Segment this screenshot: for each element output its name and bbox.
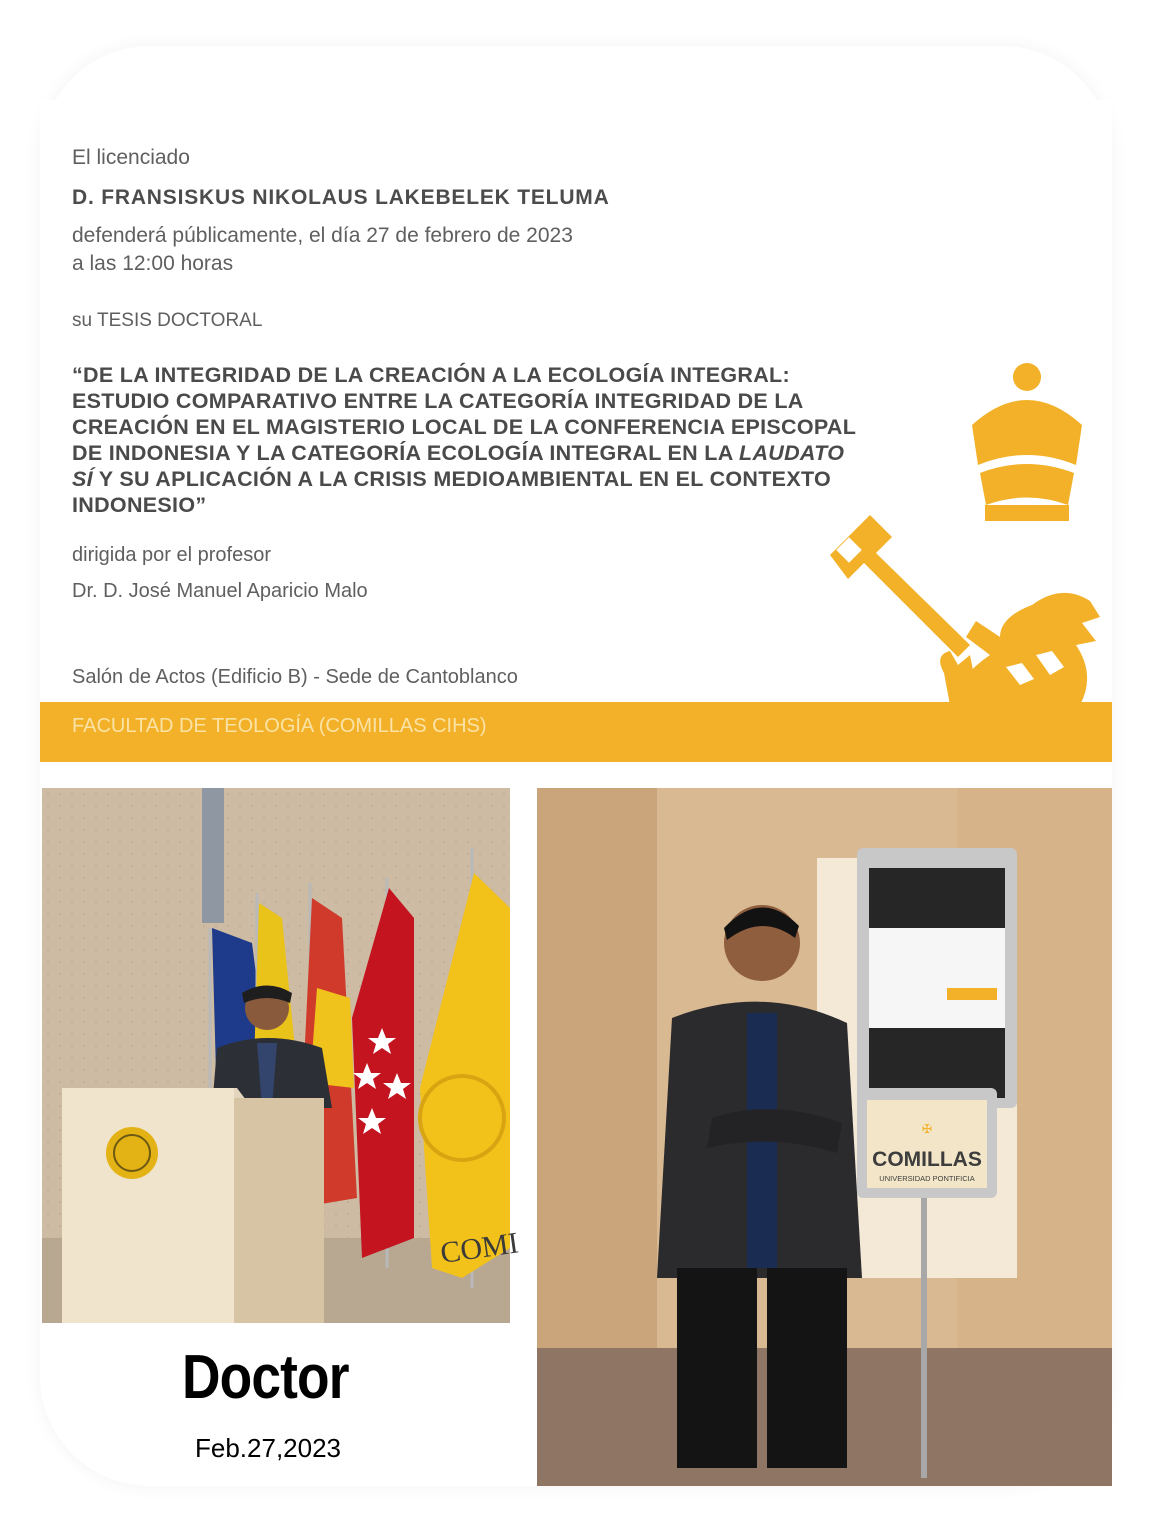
comillas-key-lion-emblem	[800, 355, 1112, 705]
sign-subtitle: UNIVERSIDAD PONTIFICIA	[879, 1174, 975, 1183]
defense-time: a las 12:00 horas	[72, 252, 234, 275]
sign-brand: COMILLAS	[872, 1148, 982, 1171]
directed-by-label: dirigida por el profesor	[72, 544, 271, 566]
thesis-title-italic: LAUDATO SÍ	[72, 441, 845, 491]
thesis-title-part2: Y SU APLICACIÓN A LA CRISIS MEDIOAMBIENTAL EN EL CONTEXTO INDONESIO”	[72, 467, 832, 517]
faculty-band	[40, 702, 1112, 762]
defense-date: defenderá públicamente, el día 27 de febrero de 2023	[72, 224, 573, 247]
flag-lettering: COMI	[438, 1226, 521, 1270]
caption-title: Doctor	[182, 1343, 349, 1412]
thesis-announcement	[40, 100, 1112, 762]
intro-text: El licenciado	[72, 146, 190, 169]
thesis-title-part1: “DE LA INTEGRIDAD DE LA CREACIÓN A LA ECOLOGÍA INTEGRAL: ESTUDIO COMPARATIVO ENTRE LA CATEGORÍA INTEGRIDAD DE LA CREACIÓN EN EL MAGISTERIO LOCAL DE LA CONFERENCIA EPISCOPAL DE INDONESIA Y LA CATEGORÍA ECOLOGÍA INTEGRAL EN LA	[72, 363, 856, 465]
thesis-label: su TESIS DOCTORAL	[72, 310, 263, 331]
caption-date: Feb.27,2023	[195, 1433, 342, 1463]
candidate-name: D. FRANSISKUS NIKOLAUS LAKEBELEK TELUMA	[72, 186, 610, 209]
venue-text: Salón de Actos (Edificio B) - Sede de Cantoblanco	[72, 666, 518, 688]
sign-emblem-icon: ✠	[921, 1122, 933, 1136]
thesis-title	[72, 362, 862, 518]
faculty-name: FACULTAD DE TEOLOGÍA (COMILLAS CIHS)	[72, 715, 487, 737]
sign-photo	[537, 788, 1112, 1486]
professor-name: Dr. D. José Manuel Aparicio Malo	[72, 580, 368, 602]
lectern-photo	[42, 788, 521, 1323]
